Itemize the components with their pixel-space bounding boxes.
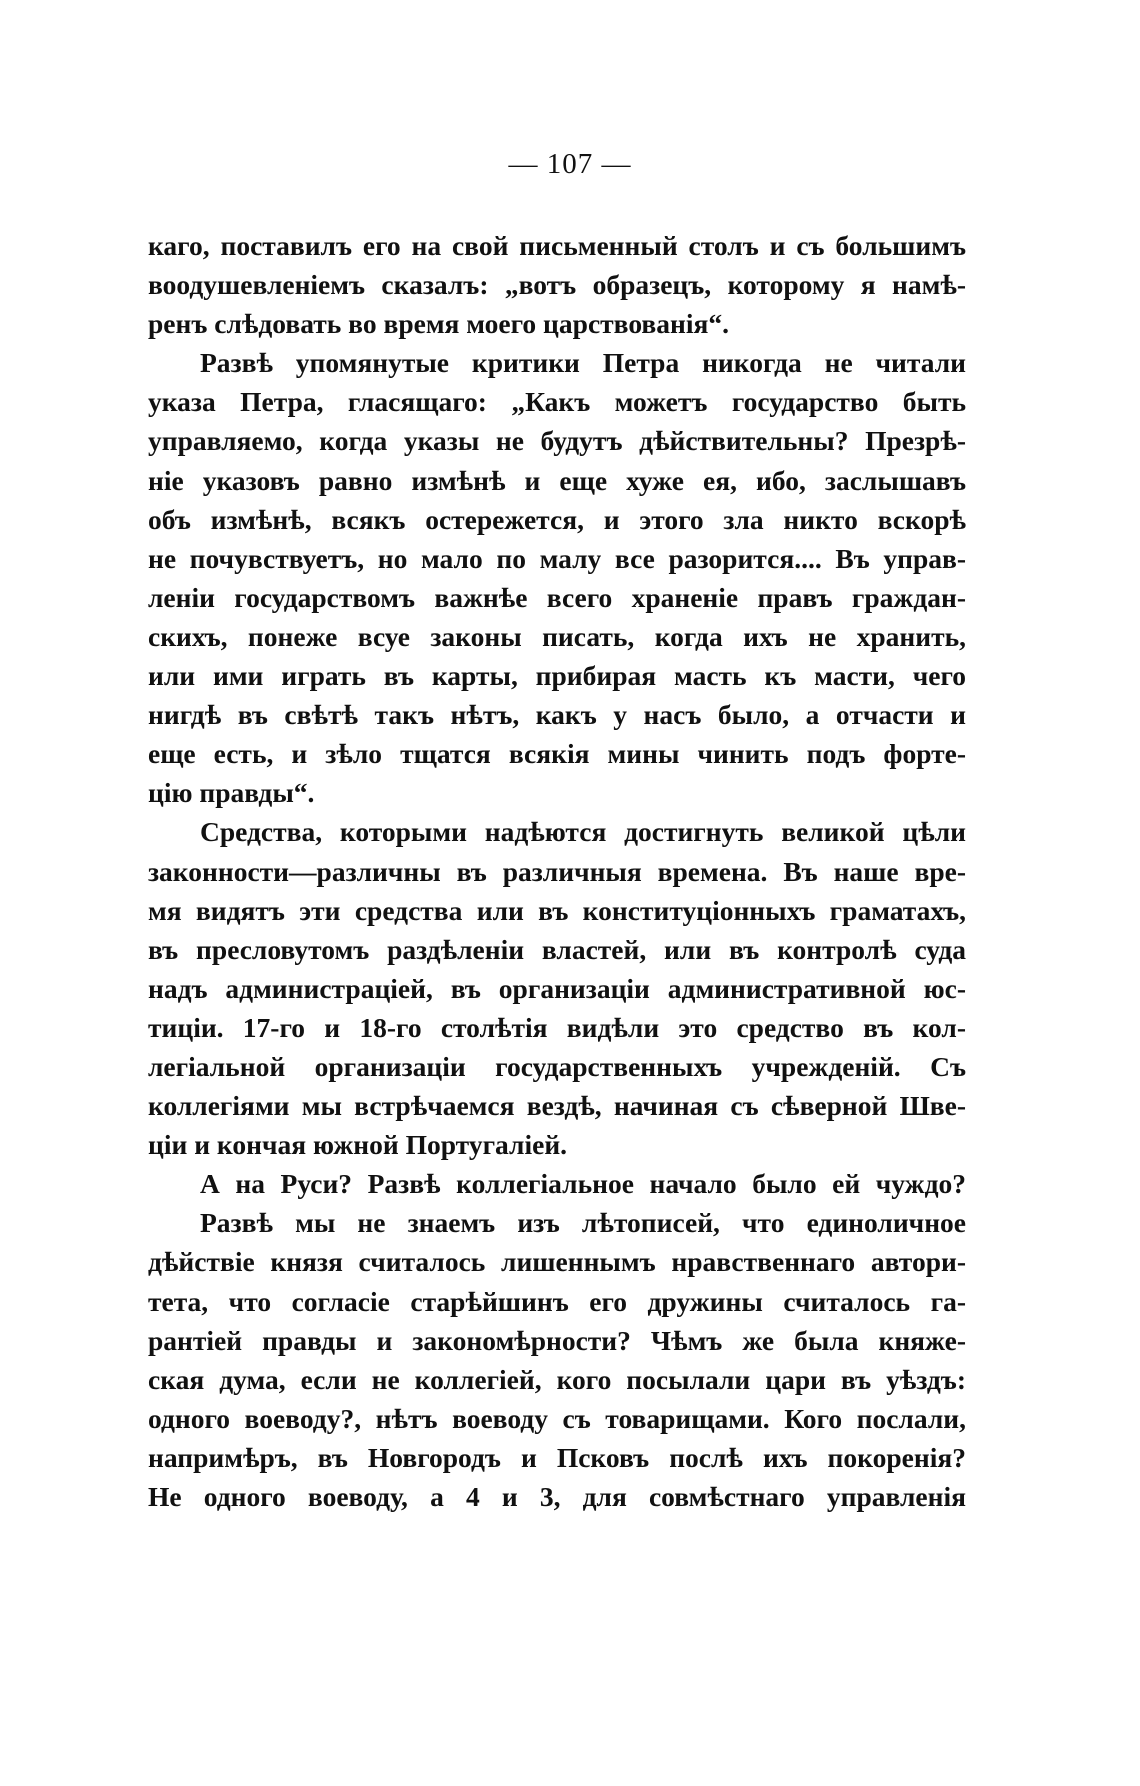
- text-line: законности—различны въ различныя времена. Въ наше вре-: [148, 855, 966, 887]
- text-line: леніи государствомъ важнѣе всего храненіе правъ граждан-: [148, 581, 966, 613]
- text-line: надъ администраціей, въ организаціи административной юс-: [148, 972, 966, 1004]
- text-line: одного воеводу?, нѣтъ воеводу съ товарищами. Кого послали,: [148, 1402, 966, 1434]
- text-line: указа Петра, гласящаго: „Какъ можетъ государство быть: [148, 386, 966, 418]
- text-line: легіальной организаціи государственныхъ учрежденій. Съ: [148, 1050, 966, 1082]
- text-line: коллегіями мы встрѣчаемся вездѣ, начиная съ сѣверной Шве-: [148, 1090, 966, 1122]
- text-line: объ измѣнѣ, всякъ остережется, и этого зла никто вскорѣ: [148, 503, 966, 535]
- text-line: ренъ слѣдовать во время моего царствованія“.: [148, 308, 729, 340]
- body-text: [148, 226, 966, 1516]
- text-line: или ими играть въ карты, прибирая масть къ масти, чего: [148, 660, 966, 692]
- text-line: цію правды“.: [148, 777, 315, 809]
- text-line: ніе указовъ равно измѣнѣ и еще хуже ея, ибо, заслышавъ: [148, 464, 966, 496]
- text-line: дѣйствіе князя считалось лишеннымъ нравственнаго автори-: [148, 1246, 966, 1278]
- text-line: ская дума, если не коллегіей, кого посылали цари въ уѣздъ:: [148, 1363, 966, 1395]
- text-line: ціи и кончая южной Португаліей.: [148, 1129, 568, 1161]
- text-line: мя видятъ эти средства или въ конституціонныхъ граматахъ,: [148, 894, 966, 926]
- text-line: воодушевленіемъ сказалъ: „вотъ образецъ, которому я намѣ-: [148, 269, 966, 301]
- page-number: — 107 —: [508, 148, 632, 180]
- text-line: А на Руси? Развѣ коллегіальное начало было ей чуждо?: [200, 1168, 966, 1200]
- text-line: еще есть, и зѣло тщатся всякія мины чинить подъ форте-: [148, 738, 966, 770]
- text-line: Развѣ мы не знаемъ изъ лѣтописей, что единоличное: [200, 1207, 966, 1239]
- text-line: Средства, которыми надѣются достигнуть великой цѣли: [200, 816, 966, 848]
- text-line: рантіей правды и закономѣрности? Чѣмъ же была княже-: [148, 1324, 966, 1356]
- text-line: управляемо, когда указы не будутъ дѣйствительны? Презрѣ-: [148, 425, 966, 457]
- text-line: напримѣръ, въ Новгородъ и Псковъ послѣ ихъ покоренія?: [148, 1441, 966, 1473]
- text-line: въ пресловутомъ раздѣленіи властей, или въ контролѣ суда: [148, 933, 966, 965]
- text-line: тиціи. 17-го и 18-го столѣтія видѣли это средство въ кол-: [148, 1011, 966, 1043]
- text-line: тета, что согласіе старѣйшинъ его дружины считалось га-: [148, 1285, 966, 1317]
- text-line: Не одного воеводу, а 4 и 3, для совмѣстнаго управленія: [148, 1481, 966, 1512]
- text-line: нигдѣ въ свѣтѣ такъ нѣтъ, какъ у насъ было, а отчасти и: [148, 699, 966, 731]
- text-line: скихъ, понеже всуе законы писать, когда ихъ не хранить,: [148, 620, 966, 652]
- text-line: не почувствуетъ, но мало по малу все разорится.... Въ управ-: [148, 542, 966, 574]
- text-line: каго, поставилъ его на свой письменный столъ и съ большимъ: [148, 230, 966, 261]
- text-line: Развѣ упомянутые критики Петра никогда не читали: [200, 347, 966, 379]
